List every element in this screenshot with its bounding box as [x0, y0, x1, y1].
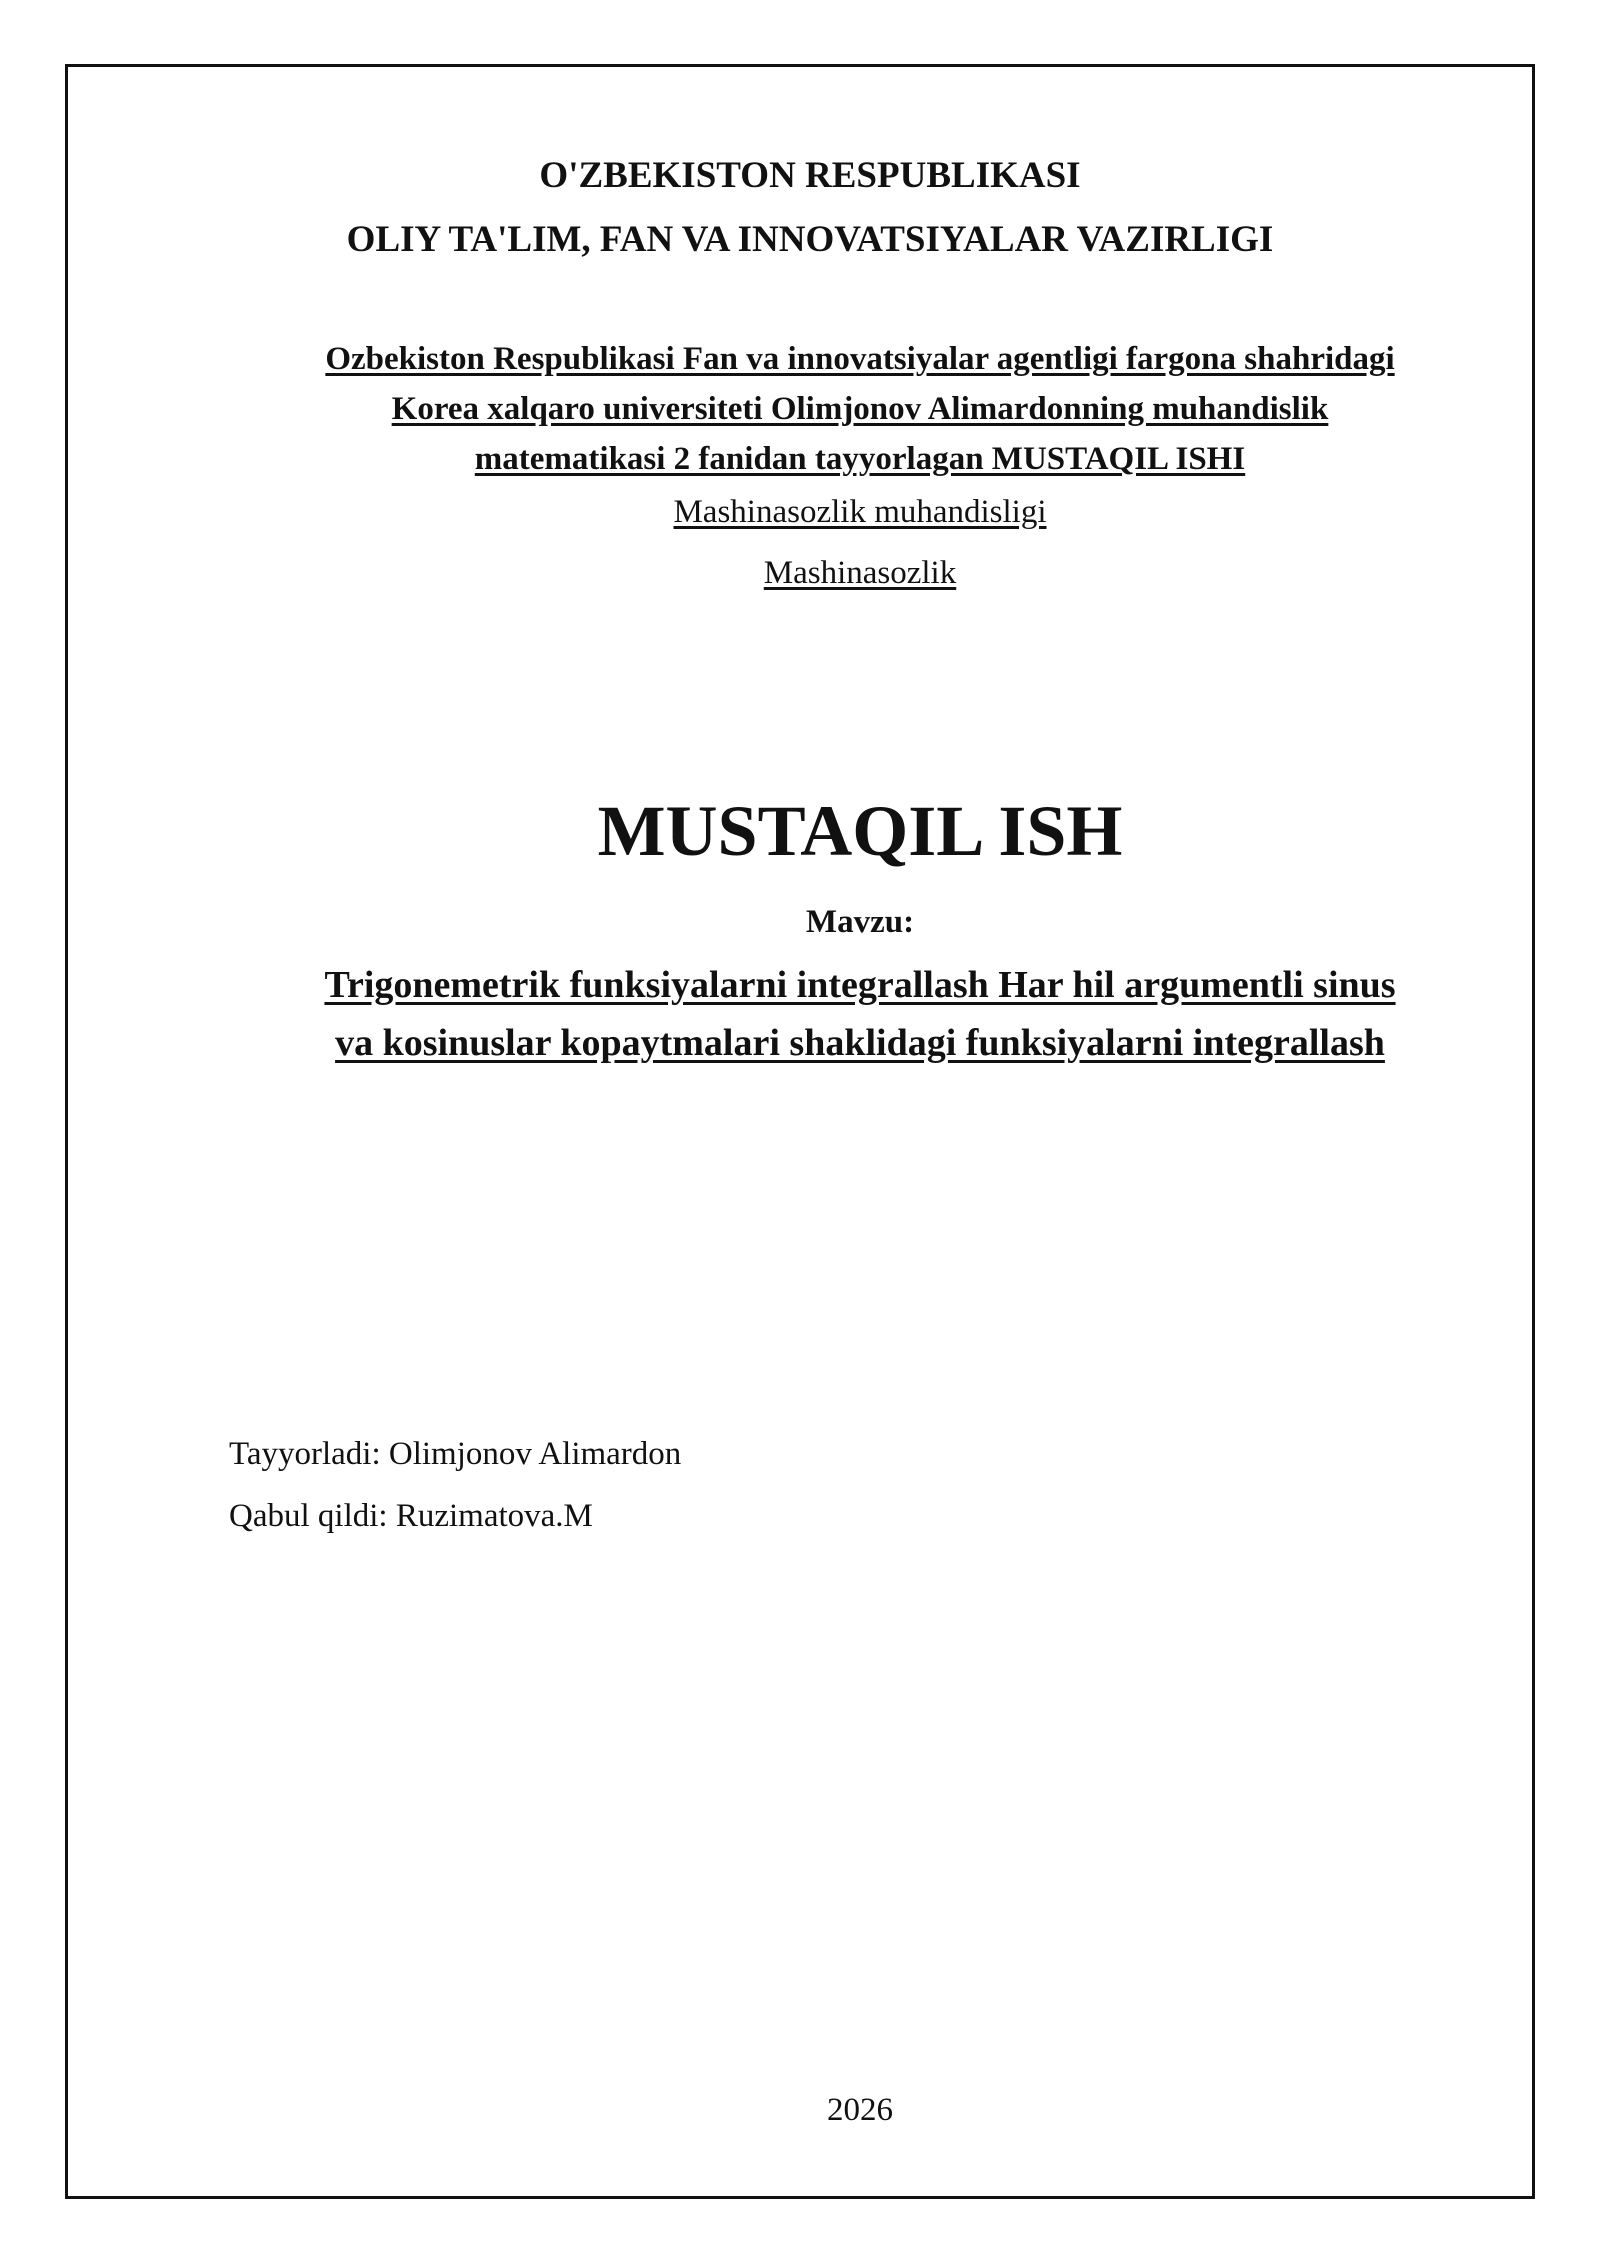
topic-label: Mavzu:: [805, 904, 915, 940]
department-name: Mashinasozlik muhandisligi: [673, 494, 1047, 530]
organization-block: [200, 334, 1520, 484]
year: 2026: [827, 2092, 893, 2128]
specialty-name: Mashinasozlik: [763, 555, 957, 591]
organization-line: matematikasi 2 fanidan tayyorlagan MUSTAQIL ISHI: [474, 441, 1246, 477]
topic-line: Trigonemetrik funksiyalarni integrallash Har hil argumentli sinus: [324, 964, 1396, 1006]
topic-line: va kosinuslar kopaytmalari shaklidagi funksiyalarni integrallash: [335, 1022, 1385, 1064]
ministry-heading: OLIY TA'LIM, FAN VA INNOVATSIYALAR VAZIRLIGI: [346, 219, 1274, 260]
prepared-by: Tayyorladi: Olimjonov Alimardon: [229, 1436, 682, 1472]
accepted-by: Qabul qildi: Ruzimatova.M: [229, 1498, 593, 1534]
document-title: MUSTAQIL ISH: [597, 791, 1123, 871]
organization-line: Ozbekiston Respublikasi Fan va innovatsiyalar agentligi fargona shahridagi: [325, 341, 1395, 377]
topic-text: [200, 956, 1520, 1072]
country-heading: O'ZBEKISTON RESPUBLIKASI: [539, 155, 1081, 196]
organization-line: Korea xalqaro universiteti Olimjonov Alimardonning muhandislik: [391, 391, 1329, 427]
